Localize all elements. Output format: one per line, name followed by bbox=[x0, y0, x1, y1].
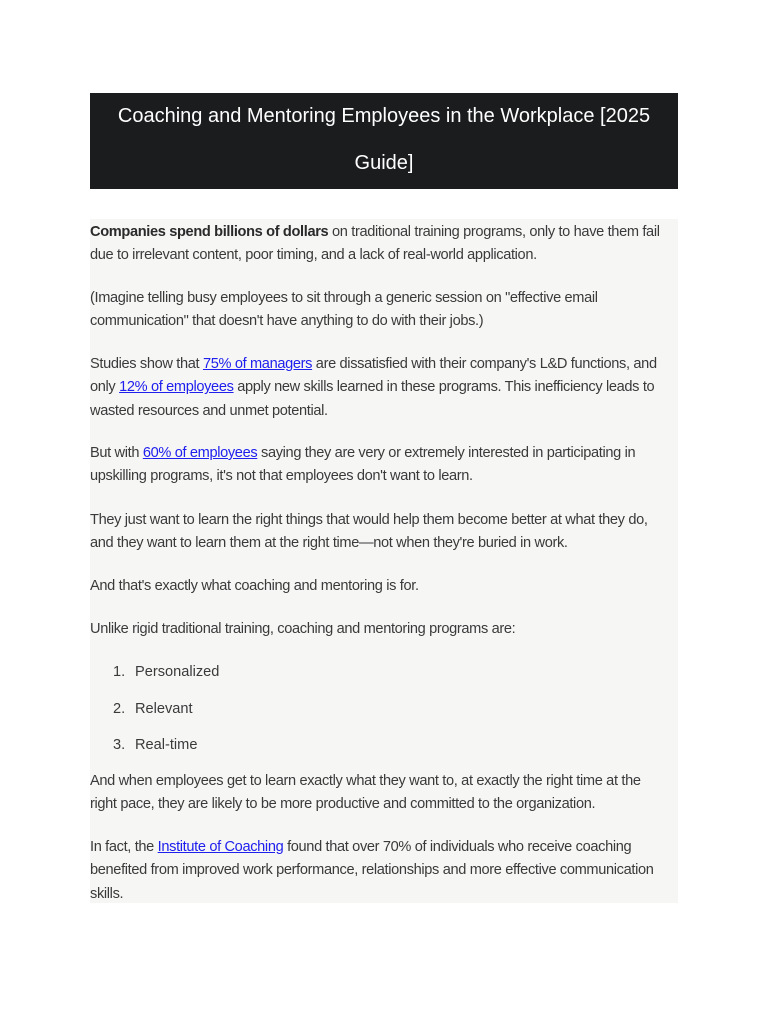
upskilling-text-3: upskilling programs, it's not that employees don't want to learn. bbox=[90, 468, 473, 485]
institute-text-3: benefited from improved work performance, relationships and more effective communication bbox=[90, 862, 654, 879]
studies-text-1: Studies show that bbox=[90, 356, 203, 372]
paragraph-imagine bbox=[90, 287, 678, 334]
paragraph-intro bbox=[90, 221, 678, 268]
paragraph-upskilling bbox=[90, 442, 678, 489]
list-number: 3. bbox=[113, 737, 126, 753]
paragraph-coaching-for: And that's exactly what coaching and mentoring is for. bbox=[90, 578, 419, 594]
right-things-line-2: and they want to learn them at the right time—not when they're buried in work. bbox=[90, 535, 568, 552]
list-text: Relevant bbox=[135, 701, 193, 717]
institute-of-coaching-link[interactable]: Institute of Coaching bbox=[157, 839, 284, 855]
institute-text-1: In fact, the bbox=[90, 839, 158, 855]
studies-text-5: wasted resources and unmet potential. bbox=[90, 402, 328, 419]
upskilling-stat-link[interactable]: 60% of employees bbox=[142, 445, 258, 461]
employees-stat-link[interactable]: 12% of employees bbox=[119, 379, 234, 396]
intro-bold-text: Companies spend billions of dollars bbox=[90, 224, 329, 240]
list-number: 1. bbox=[113, 664, 126, 680]
intro-text-a: on traditional training programs, only to have them fail bbox=[328, 224, 660, 240]
paragraph-right-things bbox=[90, 509, 678, 556]
studies-text-2: are dissatisfied with their company's L&D functions, and bbox=[312, 356, 657, 372]
paragraph-institute bbox=[90, 836, 678, 906]
upskilling-text-2: saying they are very or extremely interested in participating in bbox=[257, 445, 636, 461]
productive-line-2: right pace, they are likely to be more productive and committed to the organization. bbox=[90, 796, 596, 813]
article-body bbox=[90, 219, 678, 903]
managers-stat-link[interactable]: 75% of managers bbox=[202, 356, 313, 372]
productive-line-1: And when employees get to learn exactly what they want to, at exactly the right time at the bbox=[90, 773, 641, 789]
imagine-line-1: (Imagine telling busy employees to sit through a generic session on "effective email bbox=[90, 290, 598, 306]
institute-text-2: found that over 70% of individuals who receive coaching bbox=[283, 839, 632, 855]
list-number: 2. bbox=[113, 701, 126, 717]
paragraph-unlike: Unlike rigid traditional training, coaching and mentoring programs are: bbox=[90, 621, 516, 637]
upskilling-text-1: But with bbox=[90, 445, 143, 461]
paragraph-productive bbox=[90, 770, 678, 817]
intro-text-b: due to irrelevant content, poor timing, and a lack of real-world application. bbox=[90, 247, 537, 264]
paragraph-studies bbox=[90, 353, 678, 423]
institute-text-4: skills. bbox=[90, 885, 124, 902]
page-title-banner bbox=[90, 93, 678, 189]
list-text: Personalized bbox=[135, 664, 220, 680]
imagine-line-2: communication" that doesn't have anything to do with their jobs.) bbox=[90, 313, 484, 330]
studies-text-3: only bbox=[90, 379, 120, 396]
right-things-line-1: They just want to learn the right things that would help them become better at what they do, bbox=[90, 512, 648, 528]
list-text: Real-time bbox=[135, 737, 198, 753]
page-title-line-1: Coaching and Mentoring Employees in the Workplace [2025 bbox=[117, 105, 651, 127]
studies-text-4: apply new skills learned in these programs. This inefficiency leads to bbox=[233, 379, 655, 396]
page-title-line-2: Guide] bbox=[354, 152, 414, 174]
